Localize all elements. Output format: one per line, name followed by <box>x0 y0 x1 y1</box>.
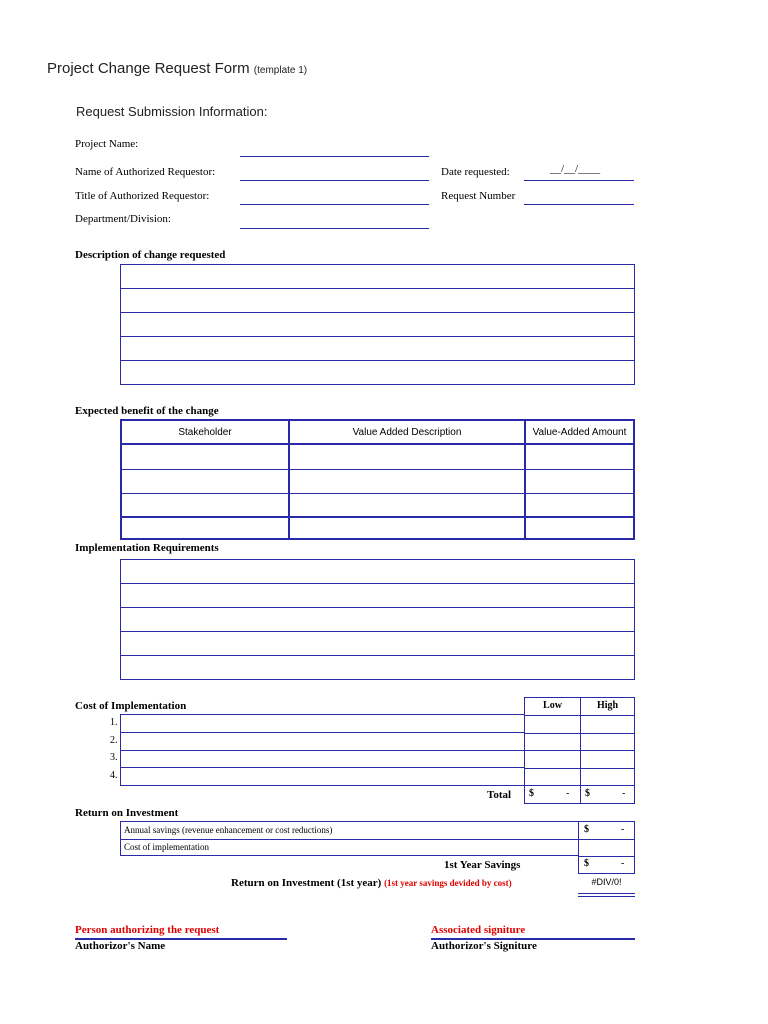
benefit-header-divider <box>122 443 633 445</box>
cost-item-divider <box>121 767 524 768</box>
template-note: (template 1) <box>253 65 308 76</box>
date-requested-field[interactable] <box>524 180 634 181</box>
project-name-field[interactable] <box>240 156 429 157</box>
annual-dash: - <box>621 824 625 835</box>
request-number-label: Request Number <box>441 190 516 202</box>
total-label: Total <box>487 789 512 801</box>
implementation-row-divider <box>121 583 634 584</box>
person-authorizing-label: Person authorizing the request <box>75 924 220 936</box>
cost-col-high: High <box>596 700 619 711</box>
description-row-divider <box>121 288 634 289</box>
benefit-col-divider <box>524 421 526 538</box>
implementation-row-divider <box>121 607 634 608</box>
description-heading: Description of change requested <box>75 249 226 261</box>
cost-implementation-label: Cost of implementation <box>124 842 209 852</box>
benefit-col-divider <box>288 421 290 538</box>
implementation-heading: Implementation Requirements <box>75 542 219 554</box>
roi-value: #DIV/0! <box>591 877 622 887</box>
annual-dollar: $ <box>584 824 589 835</box>
date-requested-value: __/__/____ <box>550 163 601 175</box>
total-low-dollar: $ <box>529 788 534 799</box>
total-high-dash: - <box>622 788 626 799</box>
roi-table[interactable] <box>120 821 579 856</box>
cost-items-table[interactable] <box>120 714 525 786</box>
implementation-row-divider <box>121 655 634 656</box>
cost-row-number: 2. <box>110 735 118 746</box>
roi-heading: Return on Investment <box>75 807 179 819</box>
project-name-label: Project Name: <box>75 138 139 150</box>
cost-row-divider <box>525 768 634 769</box>
cost-values-table[interactable] <box>524 697 635 804</box>
benefit-heading: Expected benefit of the change <box>75 405 219 417</box>
roi-line <box>231 877 512 889</box>
title-text: Project Change Request Form <box>47 60 250 77</box>
benefit-col-amount: Value-Added Amount <box>532 427 627 438</box>
request-number-field[interactable] <box>524 204 634 205</box>
requestor-name-label: Name of Authorized Requestor: <box>75 166 216 178</box>
page-title <box>47 60 307 77</box>
roi-note: (1st year savings devided by cost) <box>384 878 512 888</box>
total-low-dash: - <box>566 788 570 799</box>
authorizor-signature-label: Authorizor's Signiture <box>431 940 537 952</box>
roi-label: Return on Investment (1st year) <box>231 877 382 889</box>
roi-double-underline <box>578 893 635 897</box>
roi-values-table[interactable] <box>578 821 635 874</box>
benefit-row-divider <box>122 493 633 494</box>
first-year-savings-label: 1st Year Savings <box>444 859 521 871</box>
benefit-col-description: Value Added Description <box>352 427 462 438</box>
description-row-divider <box>121 336 634 337</box>
requestor-title-field[interactable] <box>240 204 429 205</box>
department-label: Department/Division: <box>75 213 171 225</box>
first-year-dollar: $ <box>584 858 589 869</box>
cost-row-number: 4. <box>110 770 118 781</box>
description-row-divider <box>121 312 634 313</box>
description-row-divider <box>121 360 634 361</box>
associated-signature-label: Associated signiture <box>431 924 526 936</box>
date-requested-label: Date requested: <box>441 166 510 178</box>
roi-value-divider <box>579 856 634 857</box>
requestor-title-label: Title of Authorized Requestor: <box>75 190 210 202</box>
cost-row-divider <box>525 785 634 786</box>
implementation-row-divider <box>121 631 634 632</box>
cost-item-divider <box>121 750 524 751</box>
benefit-table[interactable] <box>120 419 635 540</box>
benefit-row-divider <box>122 516 633 518</box>
cost-heading: Cost of Implementation <box>75 700 187 712</box>
roi-row-divider <box>121 839 578 840</box>
cost-row-divider <box>525 715 634 716</box>
implementation-table[interactable] <box>120 559 635 680</box>
cost-row-number: 1. <box>110 717 118 728</box>
cost-col-low: Low <box>543 700 562 711</box>
benefit-col-stakeholder: Stakeholder <box>178 427 232 438</box>
cost-row-divider <box>525 750 634 751</box>
cost-row-number: 3. <box>110 752 118 763</box>
annual-savings-label: Annual savings (revenue enhancement or cost reductions) <box>124 825 333 835</box>
requestor-name-field[interactable] <box>240 180 429 181</box>
authorizor-name-label: Authorizor's Name <box>75 940 166 952</box>
section-title: Request Submission Information: <box>76 104 268 119</box>
department-field[interactable] <box>240 228 429 229</box>
description-table[interactable] <box>120 264 635 385</box>
benefit-row-divider <box>122 469 633 470</box>
total-high-dollar: $ <box>585 788 590 799</box>
first-year-dash: - <box>621 858 625 869</box>
cost-item-divider <box>121 732 524 733</box>
roi-value-divider <box>579 839 634 840</box>
cost-row-divider <box>525 733 634 734</box>
